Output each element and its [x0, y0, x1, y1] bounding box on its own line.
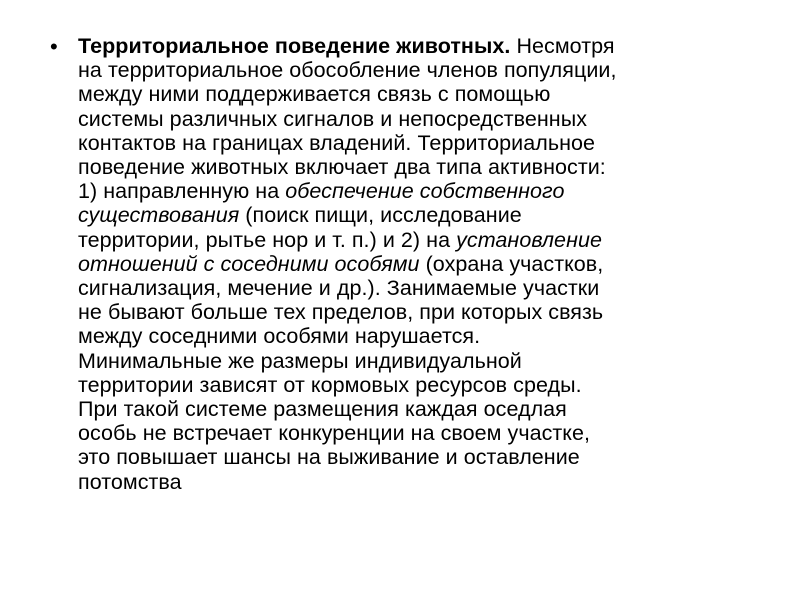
text-line-6: поведение животных включает два типа активности: — [78, 155, 606, 180]
text-line-10 — [78, 252, 750, 276]
text-line-5: контактов на границах владений. Территориальное — [78, 130, 596, 155]
italic-phrase: существования — [78, 203, 240, 228]
text-line-4: системы различных сигналов и непосредственных — [78, 106, 588, 131]
text-line-16: При такой системе размещения каждая оседлая — [78, 397, 567, 422]
text-line-1 — [78, 34, 750, 58]
italic-phrase: установление — [456, 227, 602, 252]
text-line-15: территории зависят от кормовых ресурсов среды. — [78, 372, 582, 397]
text-segment: Несмотря — [510, 34, 615, 58]
text-line-7 — [78, 179, 750, 203]
heading-bold: Территориальное поведение животных. — [78, 34, 511, 58]
text-line-18: это повышает шансы на выживание и оставление — [78, 445, 580, 470]
text-line-8 — [78, 203, 750, 227]
text-segment: 1) направленную на — [78, 179, 286, 204]
text-line-11: сигнализация, мечение и др.). Занимаемые участки — [78, 276, 600, 301]
text-line-2: на территориальное обособление членов популяции, — [78, 58, 617, 83]
text-line-19: потомства — [78, 469, 182, 494]
paragraph — [78, 34, 750, 494]
italic-phrase: отношений с соседними особями — [78, 251, 420, 276]
text-line-17: особь не встречает конкуренции на своем участке, — [78, 421, 591, 446]
text-line-13: между соседними особями нарушается. — [78, 324, 481, 349]
text-line-9 — [78, 228, 750, 252]
text-line-14: Минимальные же размеры индивидуальной — [78, 348, 522, 373]
bullet-item — [50, 34, 750, 494]
italic-phrase: обеспечение собственного — [285, 179, 565, 204]
text-segment: (поиск пищи, исследование — [239, 203, 522, 228]
text-segment: (охрана участков, — [419, 251, 604, 276]
text-line-12: не бывают больше тех пределов, при которых связь — [78, 300, 604, 325]
text-line-3: между ними поддерживается связь с помощью — [78, 82, 551, 107]
text-segment: территории, рытье нор и т. п.) и 2) на — [78, 227, 457, 252]
bullet-dot-icon: • — [50, 34, 58, 59]
